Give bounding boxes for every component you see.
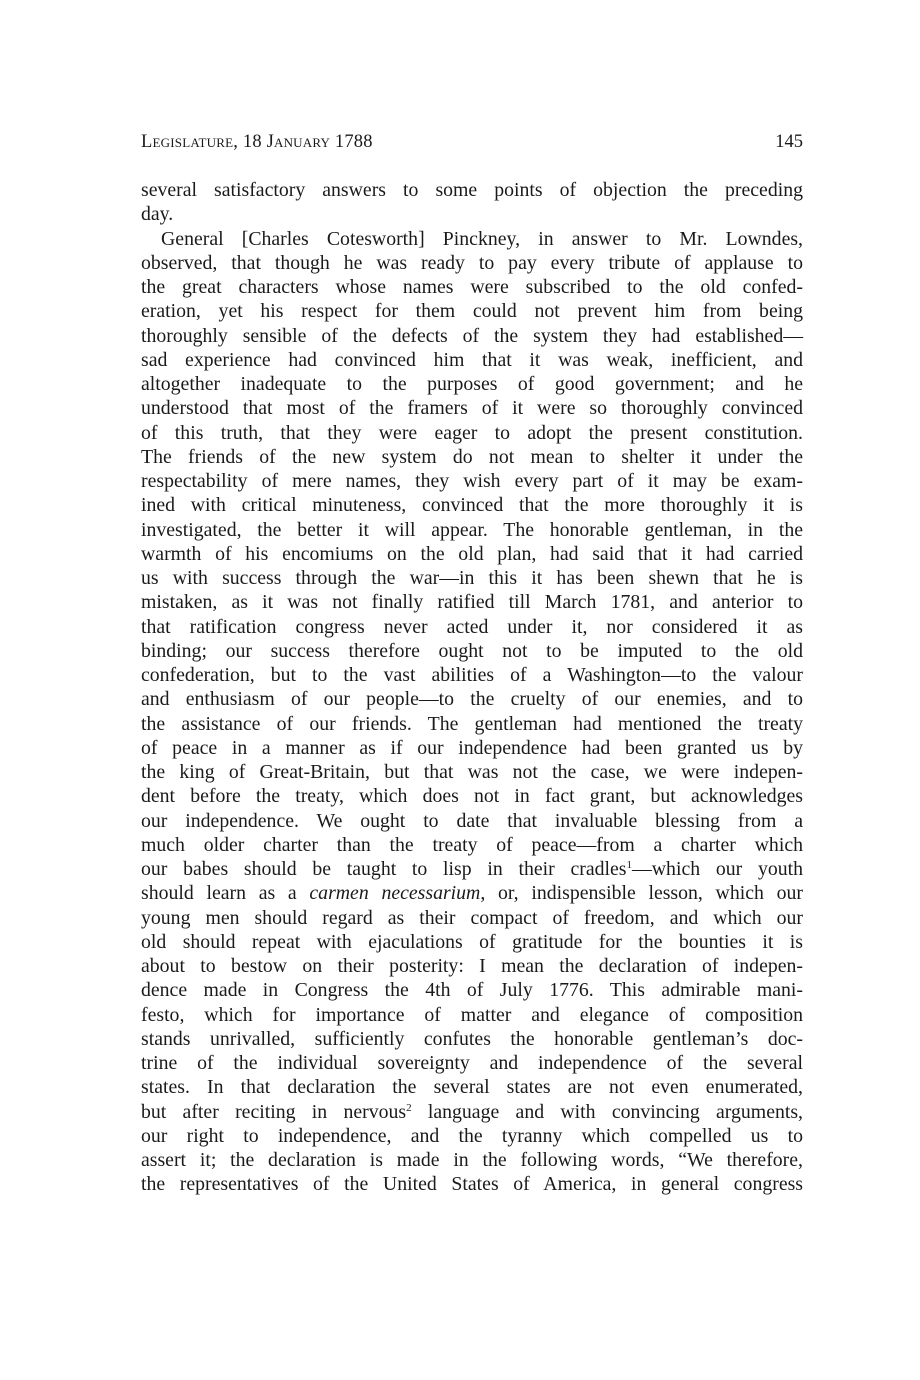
text-line: warmth of his encomiums on the old plan, had said that it had carried [141,542,803,565]
text-line: sad experience had convinced him that it was weak, inefficient, and [141,348,803,371]
text-line: about to bestow on their posterity: I mean the declaration of indepen- [141,955,803,977]
text-line: understood that most of the framers of it were so thoroughly convinced [141,397,803,420]
text-line: states. In that declaration the several states are not even enumerated, [141,1076,803,1099]
text-line: assert it; the declaration is made in the following words, “We therefore, [141,1149,803,1171]
text-line: mistaken, as it was not finally ratified till March 1781, and anterior to [141,591,803,614]
text-line: The friends of the new system do not mean to shelter it under the [141,445,803,468]
text-segment: —which our youth [631,858,803,880]
text-line: the great characters whose names were subscribed to the old confed- [141,276,803,298]
text-line: several satisfactory answers to some points of objection the preceding [141,179,803,201]
text-segment: our babes should be taught to lisp in their cradles [141,858,627,880]
body-text [141,178,803,1197]
text-line: young men should regard as their compact of freedom, and which our [141,906,803,929]
footnote-marker: 1 [626,859,632,871]
text-line: our right to independence, and the tyranny which compelled us to [141,1124,803,1147]
text-line: and enthusiasm of our people—to the cruelty of our enemies, and to [141,688,803,711]
text-line: much older charter than the treaty of peace—from a charter which [141,833,803,856]
text-line: our independence. We ought to date that invaluable blessing from a [141,809,803,832]
page-number: 145 [775,132,803,152]
running-head [141,129,803,155]
text-segment: but after reciting in nervous [141,1100,407,1123]
text-line: altogether inadequate to the purposes of good government; and he [141,373,803,395]
text-line: General [Charles Cotesworth] Pinckney, in answer to Mr. Lowndes, [161,227,803,250]
text-line: observed, that though he was ready to pay every tribute of applause to [141,251,803,274]
text-line: us with success through the war—in this it has been shewn that he is [141,567,803,589]
text-line: of this truth, that they were eager to adopt the present constitution. [141,421,803,444]
text-line-with-italic [141,881,803,905]
text-line: the king of Great-Britain, but that was not the case, we were indepen- [141,761,803,783]
running-title: Legislature, 18 January 1788 [141,132,373,152]
text-line: stands unrivalled, sufficiently confutes the honorable gentleman’s doc- [141,1027,803,1050]
text-line: binding; our success therefore ought not to be imputed to the old [141,639,803,662]
text-line: investigated, the better it will appear. The honorable gentleman, in the [141,518,803,541]
text-line-with-footnote [141,1100,803,1124]
text-line: respectability of mere names, they wish every part of it may be exam- [141,470,803,492]
text-line: festo, which for importance of matter and elegance of composition [141,1003,803,1026]
latin-phrase: carmen necessarium [309,882,481,905]
text-line: that ratification congress never acted under it, nor considered it as [141,615,803,638]
text-line: dent before the treaty, which does not in fact grant, but acknowledges [141,785,803,808]
text-line: confederation, but to the vast abilities of a Washington—to the valour [141,664,803,686]
text-line: eration, yet his respect for them could not prevent him from being [141,300,803,323]
text-segment: should learn as a [141,882,310,905]
footnote-marker: 2 [406,1101,412,1114]
text-line-with-footnote [141,857,803,881]
text-line: day. [141,203,174,226]
text-line: thoroughly sensible of the defects of the system they had established— [141,324,803,347]
text-line: old should repeat with ejaculations of gratitude for the bounties it is [141,930,803,953]
text-line: ined with critical minuteness, convinced that the more thoroughly it is [141,494,803,517]
text-line: dence made in Congress the 4th of July 1776. This admirable mani- [141,979,803,1002]
text-segment: language and with convincing arguments, [411,1100,803,1123]
text-line: of peace in a manner as if our independence had been granted us by [141,736,803,759]
text-segment: , or, indispensible lesson, which our [480,882,803,905]
text-line: the representatives of the United States of America, in general congress [141,1173,803,1196]
text-line: the assistance of our friends. The gentleman had mentioned the treaty [141,712,803,735]
text-line: trine of the individual sovereignty and independence of the several [141,1052,803,1074]
